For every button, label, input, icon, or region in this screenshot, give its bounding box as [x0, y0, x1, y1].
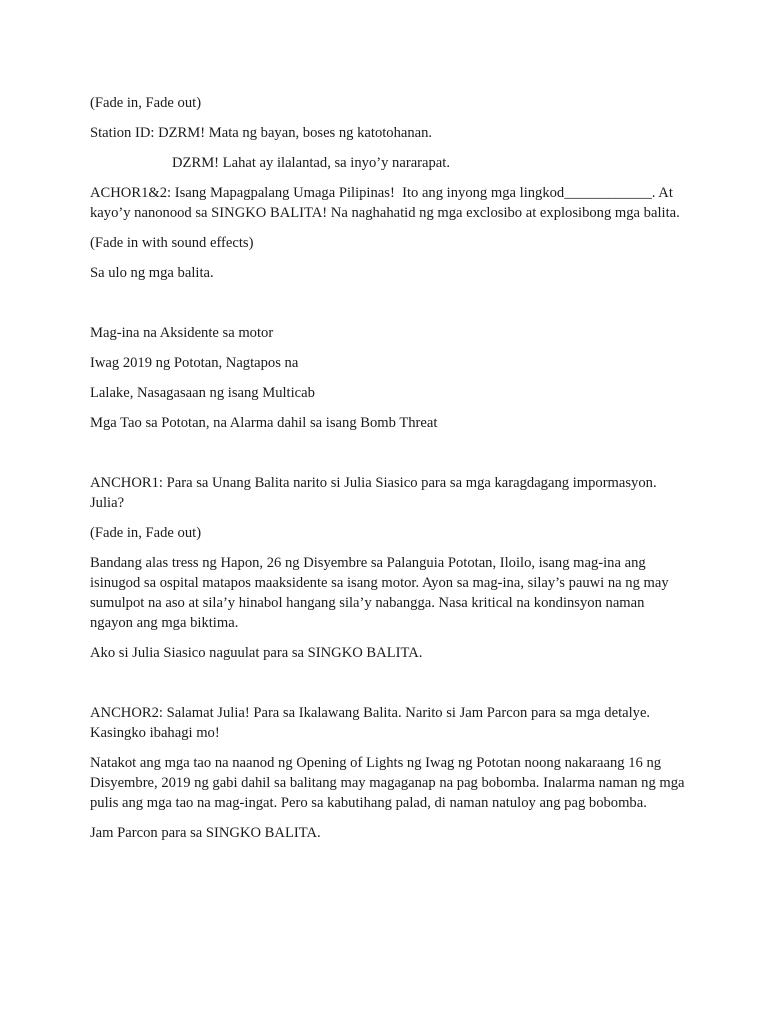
news-story-1: Bandang alas tress ng Hapon, 26 ng Disyembre sa Palanguia Pototan, Iloilo, isang mag-ina ang isinugod sa ospital matapos maaksidente sa isang motor. Ayon sa mag-ina, silay’s pauwi na ng may sumulpot na aso at sila’y hinabol hangang sila’y nabangga. Nasa kritical na kondinsyon naman ngayon ang mga biktima.	[90, 555, 673, 631]
reporter-signoff: Ako si Julia Siasico naguulat para sa SINGKO BALITA.	[90, 645, 423, 661]
station-id-line: Station ID: DZRM! Mata ng bayan, boses ng katotohanan.	[90, 125, 433, 141]
anchor2-line: ANCHOR2: Salamat Julia! Para sa Ikalawang Balita. Narito si Jam Parcon para sa mga detalye. Kasingko ibahagi mo!	[90, 705, 654, 741]
headline-item: Mga Tao sa Pototan, na Alarma dahil sa isang Bomb Threat	[90, 415, 438, 431]
stage-direction: (Fade in with sound effects)	[90, 235, 254, 251]
stage-direction: (Fade in, Fade out)	[90, 95, 202, 111]
headline-item: Iwag 2019 ng Pototan, Nagtapos na	[90, 355, 299, 371]
script-document	[90, 93, 690, 853]
spacer	[90, 293, 690, 323]
spacer	[90, 673, 690, 703]
anchor1-line: ANCHOR1: Para sa Unang Balita narito si Julia Siasico para sa mga karagdagang impormasyon. Julia?	[90, 475, 661, 511]
stage-direction: (Fade in, Fade out)	[90, 525, 202, 541]
news-story-2: Natakot ang mga tao na naanod ng Opening of Lights ng Iwag ng Pototan noong nakaraang 16 ng Disyembre, 2019 ng gabi dahil sa balitang may magaganap na pag bobomba. Inalarma naman ng mga pulis ang mga tao na mag-ingat. Pero sa kabutihang palad, di naman natuloy ang pag bobomba.	[90, 755, 689, 811]
anchor-intro: ACHOR1&2: Isang Mapagpalang Umaga Pilipinas! Ito ang inyong mga lingkod____________. At kayo’y nanonood sa SINGKO BALITA! Na naghahatid ng mga exclosibo at explosibong mga balita.	[90, 185, 680, 221]
station-id-line-2: DZRM! Lahat ay ilalantad, sa inyo’y nararapat.	[172, 155, 450, 171]
reporter-signoff: Jam Parcon para sa SINGKO BALITA.	[90, 825, 321, 841]
spacer	[90, 443, 690, 473]
headline-item: Mag-ina na Aksidente sa motor	[90, 325, 274, 341]
headline-item: Lalake, Nasagasaan ng isang Multicab	[90, 385, 315, 401]
headline-intro: Sa ulo ng mga balita.	[90, 265, 214, 281]
